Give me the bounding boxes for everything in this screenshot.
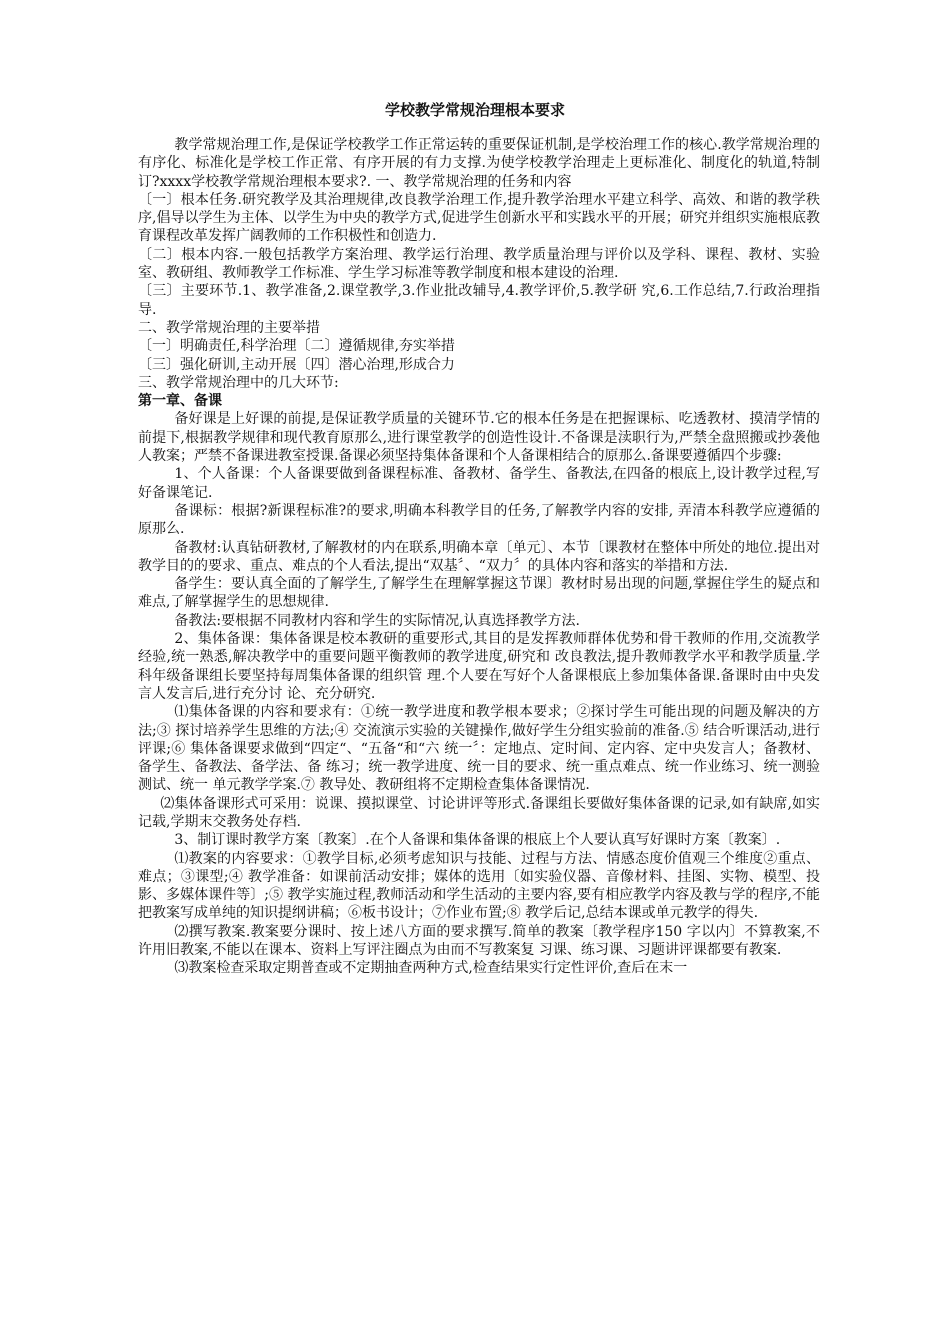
paragraph-basic-task: 〔一〕根本任务.研究教学及其治理规律,改良教学治理工作,提升教学治理水平建立科学、高效、和谐的教学秩序,倡导以学生为主体、以学生为中央的教学方式,促进学生创新水平和实践水平的开展；研究并组织实施根底教育课程改革发挥广阔教师的工作积极性和创造力. (138, 191, 820, 245)
paragraph-prep-standard: 备课标：根据?新课程标准?的要求,明确本科教学目的任务,了解教学内容的安排, 弄清本科教学应遵循的原那么. (138, 502, 820, 538)
paragraph-group-form: ⑵集体备课形式可采用：说课、摸拟课堂、讨论讲评等形式.备课组长要做好集体备课的记录,如有缺席,如实记载,学期末交教务处存档. (138, 795, 820, 830)
document-title: 学校教学常规治理根本要求 (384, 101, 565, 119)
paragraph-intro: 教学常规治理工作,是保证学校教学工作正常运转的重要保证机制,是学校治理工作的核心.教学常规治理的有序化、标准化是学校工作正常、有序开展的有力支撑.为使学校教学治理走上更标准化、制度化的轨道,特制订?xxxx学校教学常规治理根本要求?. 一、教学常规治理的任务和内容 (138, 137, 820, 190)
paragraph-basic-content: 〔二〕根本内容.一般包括教学方案治理、教学运行治理、教学质量治理与评价以及学科、课程、教材、实验室、教研组、教师教学工作标准、学生学习标准等教学制度和根本建设的治理. (138, 246, 820, 282)
paragraph-prep-intro: 备好课是上好课的前提,是保证教学质量的关键环节.它的根本任务是在把握课标、吃透教材、摸清学情的前提下,根据教学规律和现代教育原那么,进行课堂教学的创造性设计.不备课是渎职行为,严禁全盘照搬或抄袭他人教案；严禁不备课进教室授课.备课必须坚持集体备课和个人备课相结合的原那么.备课要遵循四个步骤: (138, 411, 820, 465)
measures-line-1: 〔一〕明确责任,科学治理〔二〕遵循规律,夯实举措 (138, 338, 455, 355)
paragraph-main-links: 〔三〕主要环节.1、教学准备,2.课堂教学,3.作业批改辅导,4.教学评价,5.教学研 究,6.工作总结,7.行政治理指导. (138, 283, 820, 318)
paragraph-group-prep: 2、集体备课：集体备课是校本教研的重要形式,其目的是发挥教师群体优势和骨干教师的作用,交流教学经验,统一熟悉,解决教学中的重要问题平衡教师的教学进度,研究和 改良教法,提升教师教学水平和教学质量.学科年级备课组长要坚持每周集体备课的组织管 理.个人要在写好个人备课根底上参加集体备课.备课时由中央发言人发言后,进行充分讨 论、充分研究. (138, 631, 820, 702)
measures-line-2: 〔三〕强化研训,主动开展〔四〕潜心治理,形成合力 (138, 356, 455, 373)
paragraph-plan-content: ⑴教案的内容要求：①教学目标,必须考虑知识与技能、过程与方法、情感态度价值观三个维度②重点、难点；③课型;④ 教学准备：如课前活动安排；媒体的选用〔如实验仪器、音像材料、挂图、实物、模型、投影、多媒体课件等〕;⑤ 教学实施过程,教师活动和学生活动的主要内容,要有相应教学内容及教与学的程序,不能把教案写成单纯的知识提纲讲稿；⑥板书设计；⑦作业布置;⑧ 教学后记,总结本课或单元教学的得失. (138, 850, 820, 922)
paragraph-prep-students: 备学生：要认真全面的了解学生,了解学生在理解掌握这节课〕教材时易出现的问题,掌握住学生的疑点和难点,了解掌握学生的思想规律. (138, 576, 820, 611)
paragraph-personal-prep: 1、个人备课：个人备课要做到备课程标准、备教材、备学生、备教法,在四备的根底上,设计教学过程,写好备课笔记. (138, 466, 820, 501)
document-body (138, 136, 820, 978)
chapter-heading: 第一章、备课 (138, 393, 222, 410)
section-heading-measures: 二、教学常规治理的主要举措 (138, 319, 320, 336)
paragraph-prep-method: 备教法:要根据不同教材内容和学生的实际情况,认真选择教学方法. (174, 612, 581, 629)
paragraph-plan-inspection: ⑶教案检查采取定期普查或不定期抽查两种方式,检查结果实行定性评价,查后在末一 (174, 960, 688, 977)
paragraph-plan-writing: ⑵撰写教案.教案要分课时、按上述八方面的要求撰写.简单的教案〔教学程序150 字以内〕不算教案,不许用旧教案,不能以在课本、资料上写评注圈点为由而不写教案复 习课、练习课、习题讲评课都要有教案. (138, 923, 820, 959)
paragraph-lesson-plan: 3、制订课时教学方案〔教案〕.在个人备课和集体备课的根底上个人要认真写好课时方案〔教案〕. (174, 832, 781, 849)
paragraph-group-content: ⑴集体备课的内容和要求有：①统一教学进度和教学根本要求；②探讨学生可能出现的问题及解决的方法;③ 探讨培养学生思维的方法;④ 交流演示实验的关键操作,做好学生分组实验前的准备.⑤ 结合听课活动,进行评课;⑥ 集体备课要求做到“四定“、“五备“和“六 统一〞：定地点、定时间、定内容、定中央发言人；备教材、备学生、备教法、备学法、备 练习；统一教学进度、统一目的要求、统一重点难点、统一作业练习、统一测验测试、统一 单元教学学案.⑦ 教导处、教研组将不定期检查集体备课情况. (138, 704, 820, 794)
paragraph-prep-textbook: 备教材:认真钻研教材,了解教材的内在联系,明确本章〔单元〕、本节〔课教材在整体中所处的地位.提出对教学目的的要求、重点、难点的个人看法,提出“双基〞、“双力〞的具体内容和落实的举措和方法. (138, 539, 820, 574)
section-heading-links: 三、教学常规治理中的几大环节: (138, 374, 339, 391)
